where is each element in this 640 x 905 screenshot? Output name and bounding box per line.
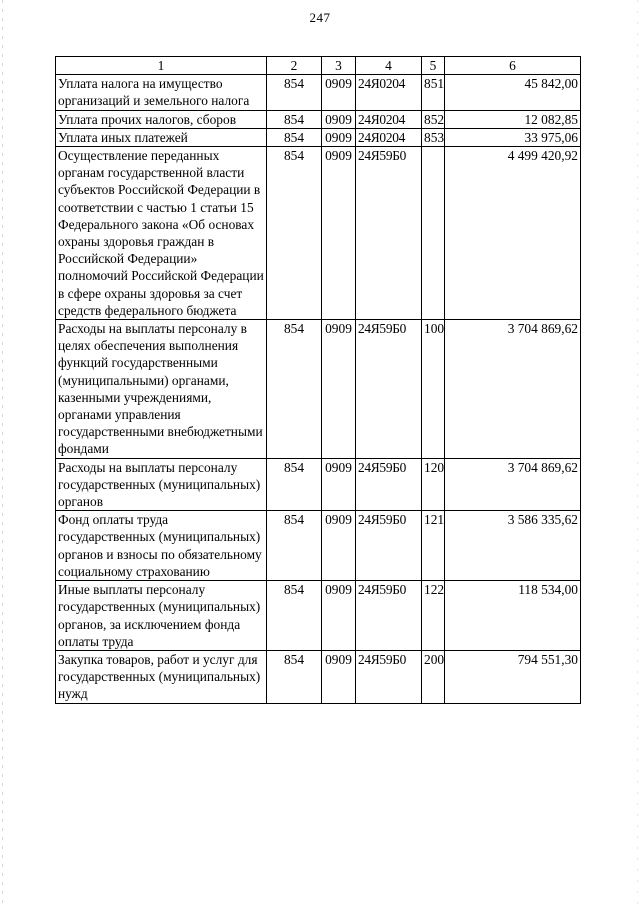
table-row bbox=[56, 128, 581, 146]
row-csr: 24Я0204 bbox=[356, 110, 422, 128]
row-name: Уплата налога на имущество организаций и земельного налога bbox=[56, 75, 267, 110]
row-amount: 794 551,30 bbox=[445, 650, 581, 703]
row-gr: 854 bbox=[267, 458, 322, 511]
row-rz: 0909 bbox=[322, 458, 356, 511]
budget-table bbox=[55, 56, 581, 704]
row-name: Уплата иных платежей bbox=[56, 128, 267, 146]
row-name: Осуществление переданных органам государственной власти субъектов Российской Федерации в соответствии с частью 1 статьи 15 Федерального закона «Об основах охраны здоровья граждан в Российской Федерации» полномочий Российской Федерации в сфере охраны здоровья за счет средств федерального бюджета bbox=[56, 147, 267, 320]
row-rz: 0909 bbox=[322, 511, 356, 581]
row-name: Расходы на выплаты персоналу в целях обеспечения выполнения функций государственными (муниципальными) органами, казенными учреждениями, органами управления государственными внебюджетными фондами bbox=[56, 320, 267, 459]
row-vr: 851 bbox=[422, 75, 445, 110]
header-amount-col: 6 bbox=[445, 57, 581, 75]
row-csr: 24Я0204 bbox=[356, 75, 422, 110]
row-csr: 24Я59Б0 bbox=[356, 650, 422, 703]
row-vr: 100 bbox=[422, 320, 445, 459]
row-rz: 0909 bbox=[322, 75, 356, 110]
row-amount: 3 704 869,62 bbox=[445, 320, 581, 459]
row-name: Иные выплаты персоналу государственных (муниципальных) органов, за исключением фонда оплаты труда bbox=[56, 581, 267, 651]
row-rz: 0909 bbox=[322, 581, 356, 651]
table-row bbox=[56, 458, 581, 511]
row-name: Закупка товаров, работ и услуг для государственных (муниципальных) нужд bbox=[56, 650, 267, 703]
row-vr: 120 bbox=[422, 458, 445, 511]
row-amount: 3 704 869,62 bbox=[445, 458, 581, 511]
header-row bbox=[56, 57, 581, 75]
row-amount: 12 082,85 bbox=[445, 110, 581, 128]
row-csr: 24Я59Б0 bbox=[356, 458, 422, 511]
table-row bbox=[56, 581, 581, 651]
header-gr-col: 2 bbox=[267, 57, 322, 75]
page-number: 247 bbox=[309, 10, 331, 25]
row-csr: 24Я59Б0 bbox=[356, 581, 422, 651]
header-rz-col: 3 bbox=[322, 57, 356, 75]
row-vr: 121 bbox=[422, 511, 445, 581]
scan-right-edge bbox=[637, 0, 638, 905]
row-rz: 0909 bbox=[322, 650, 356, 703]
row-gr: 854 bbox=[267, 581, 322, 651]
row-rz: 0909 bbox=[322, 320, 356, 459]
table-row bbox=[56, 110, 581, 128]
row-csr: 24Я59Б0 bbox=[356, 147, 422, 320]
table-row bbox=[56, 511, 581, 581]
header-name-col: 1 bbox=[56, 57, 267, 75]
row-rz: 0909 bbox=[322, 110, 356, 128]
header-vr-col: 5 bbox=[422, 57, 445, 75]
row-vr bbox=[422, 147, 445, 320]
table-row bbox=[56, 147, 581, 320]
row-amount: 118 534,00 bbox=[445, 581, 581, 651]
row-csr: 24Я59Б0 bbox=[356, 320, 422, 459]
table-row bbox=[56, 75, 581, 110]
row-gr: 854 bbox=[267, 110, 322, 128]
row-rz: 0909 bbox=[322, 128, 356, 146]
row-name: Фонд оплаты труда государственных (муниципальных) органов и взносы по обязательному социальному страхованию bbox=[56, 511, 267, 581]
table-row bbox=[56, 320, 581, 459]
row-csr: 24Я59Б0 bbox=[356, 511, 422, 581]
row-gr: 854 bbox=[267, 128, 322, 146]
scan-left-edge bbox=[2, 0, 3, 905]
row-csr: 24Я0204 bbox=[356, 128, 422, 146]
row-rz: 0909 bbox=[322, 147, 356, 320]
row-gr: 854 bbox=[267, 320, 322, 459]
table-row bbox=[56, 650, 581, 703]
row-gr: 854 bbox=[267, 147, 322, 320]
row-vr: 122 bbox=[422, 581, 445, 651]
row-vr: 200 bbox=[422, 650, 445, 703]
row-gr: 854 bbox=[267, 650, 322, 703]
row-amount: 3 586 335,62 bbox=[445, 511, 581, 581]
row-name: Расходы на выплаты персоналу государственных (муниципальных) органов bbox=[56, 458, 267, 511]
row-gr: 854 bbox=[267, 511, 322, 581]
row-amount: 45 842,00 bbox=[445, 75, 581, 110]
header-csr-col: 4 bbox=[356, 57, 422, 75]
row-name: Уплата прочих налогов, сборов bbox=[56, 110, 267, 128]
row-gr: 854 bbox=[267, 75, 322, 110]
row-vr: 853 bbox=[422, 128, 445, 146]
row-amount: 4 499 420,92 bbox=[445, 147, 581, 320]
row-amount: 33 975,06 bbox=[445, 128, 581, 146]
row-vr: 852 bbox=[422, 110, 445, 128]
